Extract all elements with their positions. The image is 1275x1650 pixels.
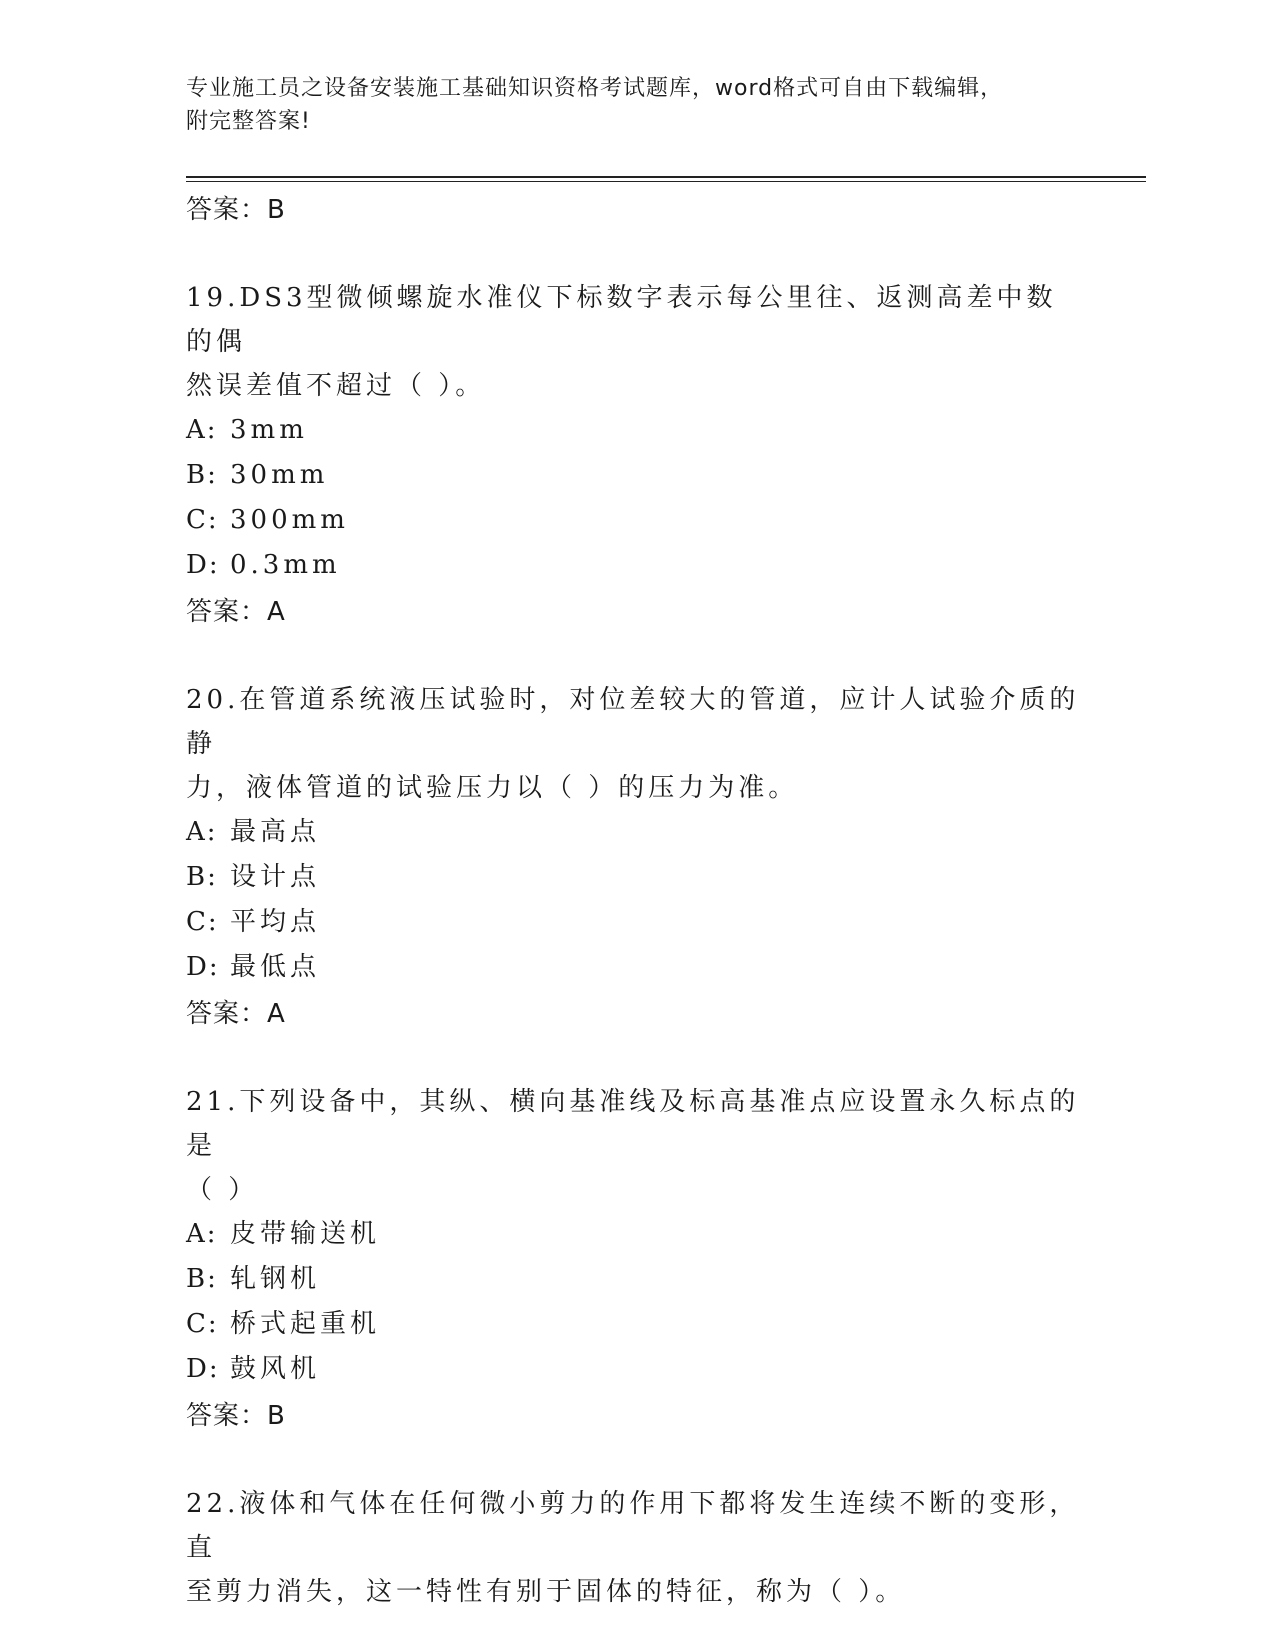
option-c bbox=[186, 498, 1086, 543]
question-list bbox=[186, 186, 1086, 1614]
option-letter: C: bbox=[186, 505, 219, 535]
question-stem-line: 19.DS3型微倾螺旋水准仪下标数字表示每公里往、返测高差中数的偶 bbox=[186, 283, 1057, 357]
question-stem-line: 然误差值不超过（ ）。 bbox=[186, 371, 486, 401]
question-stem-line: 20.在管道系统液压试验时，对位差较大的管道，应计人试验介质的静 bbox=[186, 685, 1080, 759]
question-21 bbox=[186, 1080, 1086, 1440]
option-letter: D: bbox=[186, 952, 220, 982]
option-a bbox=[186, 1212, 1086, 1257]
option-letter: D: bbox=[186, 1354, 220, 1384]
option-letter: B: bbox=[186, 460, 218, 490]
option-letter: B: bbox=[186, 862, 218, 892]
option-text: 最低点 bbox=[230, 952, 321, 982]
option-text: 最高点 bbox=[230, 817, 321, 847]
answer-line: 答案：B bbox=[186, 1401, 286, 1431]
page-header bbox=[186, 72, 1066, 138]
option-letter: D: bbox=[186, 550, 220, 580]
question-stem bbox=[186, 1080, 1086, 1212]
question-stem bbox=[186, 276, 1086, 408]
option-text: 设计点 bbox=[230, 862, 321, 892]
question-stem-line: 力，液体管道的试验压力以（ ）的压力为准。 bbox=[186, 773, 799, 803]
option-letter: A: bbox=[186, 415, 218, 445]
option-letter: C: bbox=[186, 907, 219, 937]
question-stem-line: 至剪力消失，这一特性有别于固体的特征，称为（ ）。 bbox=[186, 1577, 906, 1607]
header-line-2: 附完整答案! bbox=[186, 109, 311, 134]
option-d bbox=[186, 543, 1086, 588]
option-text: 300mm bbox=[230, 505, 349, 535]
option-text: 鼓风机 bbox=[230, 1354, 321, 1384]
question-20 bbox=[186, 678, 1086, 1038]
question-stem bbox=[186, 678, 1086, 810]
question-22 bbox=[186, 1482, 1086, 1614]
option-c bbox=[186, 900, 1086, 945]
option-c bbox=[186, 1302, 1086, 1347]
option-text: 30mm bbox=[230, 460, 329, 490]
option-a bbox=[186, 408, 1086, 453]
option-text: 0.3mm bbox=[230, 550, 341, 580]
option-letter: B: bbox=[186, 1264, 218, 1294]
header-line-1: 专业施工员之设备安装施工基础知识资格考试题库，word格式可自由下载编辑， bbox=[186, 76, 1004, 101]
question-stem-line: （ ） bbox=[186, 1175, 259, 1205]
option-b bbox=[186, 453, 1086, 498]
option-text: 3mm bbox=[230, 415, 308, 445]
answer-line: 答案：A bbox=[186, 999, 286, 1029]
option-a bbox=[186, 810, 1086, 855]
question-stem-line: 22.液体和气体在任何微小剪力的作用下都将发生连续不断的变形，直 bbox=[186, 1489, 1080, 1563]
header-divider-thin bbox=[186, 181, 1146, 182]
option-b bbox=[186, 855, 1086, 900]
previous-answer: 答案：B bbox=[186, 195, 286, 225]
option-d bbox=[186, 945, 1086, 990]
option-text: 轧钢机 bbox=[230, 1264, 321, 1294]
option-letter: A: bbox=[186, 817, 218, 847]
option-text: 桥式起重机 bbox=[230, 1309, 381, 1339]
answer-line: 答案：A bbox=[186, 597, 286, 627]
option-text: 皮带输送机 bbox=[230, 1219, 381, 1249]
question-stem bbox=[186, 1482, 1086, 1614]
question-19 bbox=[186, 276, 1086, 636]
option-d bbox=[186, 1347, 1086, 1392]
question-stem-line: 21.下列设备中，其纵、横向基准线及标高基准点应设置永久标点的是 bbox=[186, 1087, 1080, 1161]
header-divider-thick bbox=[186, 176, 1146, 178]
option-letter: C: bbox=[186, 1309, 219, 1339]
option-text: 平均点 bbox=[230, 907, 321, 937]
option-letter: A: bbox=[186, 1219, 218, 1249]
option-b bbox=[186, 1257, 1086, 1302]
